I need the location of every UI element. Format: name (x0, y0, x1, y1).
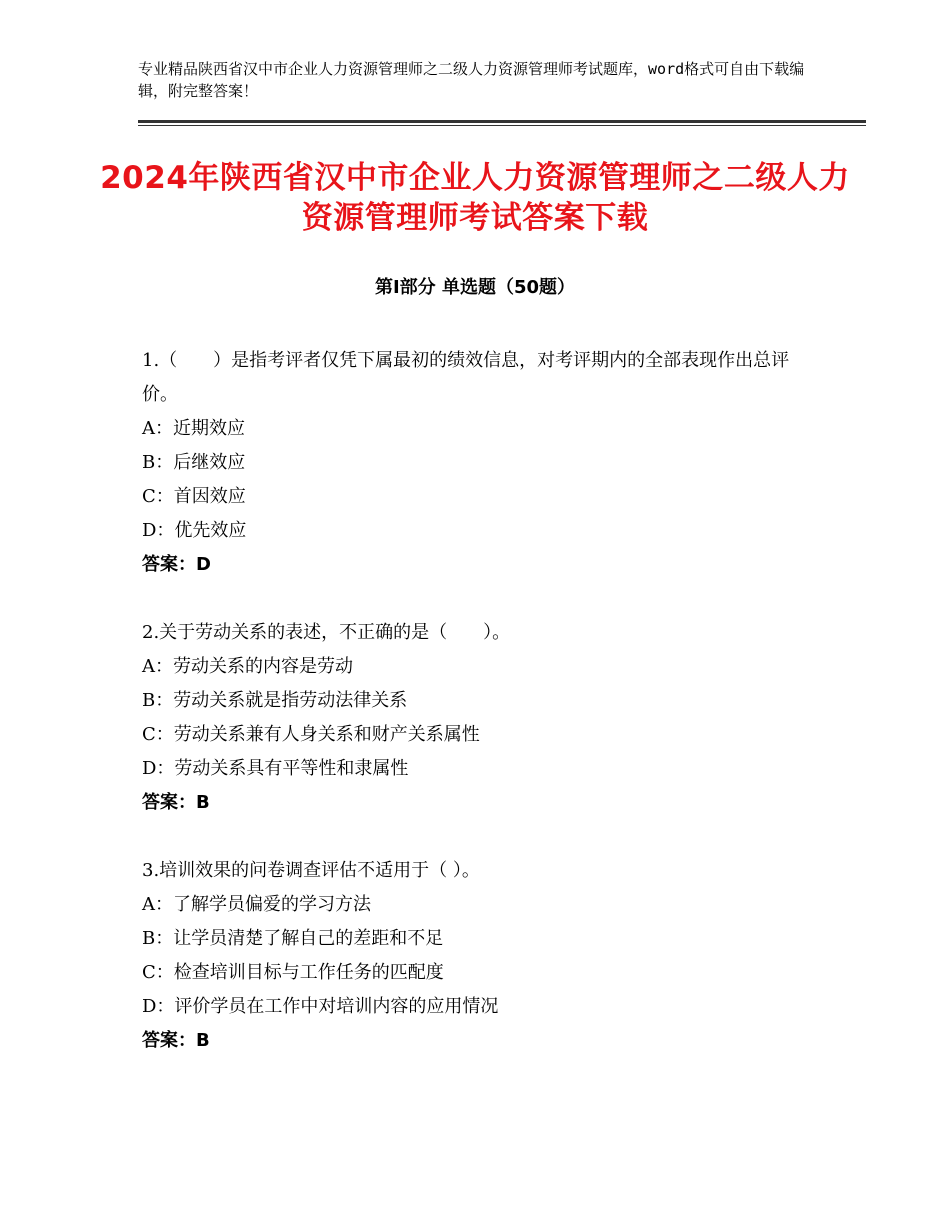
option-b: B：劳动关系就是指劳动法律关系 (142, 690, 408, 711)
question-stem: 2.关于劳动关系的表述，不正确的是（ ）。 (142, 622, 511, 643)
question-item (142, 854, 822, 1058)
option-c: C：首因效应 (142, 486, 246, 507)
question-stem: 3.培训效果的问卷调查评估不适用于（ ）。 (142, 860, 480, 881)
option-d: D：评价学员在工作中对培训内容的应用情况 (142, 996, 499, 1017)
question-item (142, 616, 822, 820)
answer-label: 答案：D (142, 554, 211, 575)
option-d: D：优先效应 (142, 520, 247, 541)
option-d: D：劳动关系具有平等性和隶属性 (142, 758, 409, 779)
section-title: 第Ⅰ部分 单选题（50题） (374, 277, 575, 298)
option-b: B：后继效应 (142, 452, 246, 473)
option-a: A：劳动关系的内容是劳动 (142, 656, 353, 677)
option-b: B：让学员清楚了解自己的差距和不足 (142, 928, 444, 949)
option-a: A：了解学员偏爱的学习方法 (142, 894, 371, 915)
option-a: A：近期效应 (142, 418, 245, 439)
header-rule-thin (138, 125, 866, 126)
header-note: 专业精品陕西省汉中市企业人力资源管理师之二级人力资源管理师考试题库，word格式可自由下载编辑，附完整答案！ (138, 60, 805, 100)
header-rule-thick (138, 120, 866, 123)
question-item (142, 344, 822, 582)
answer-label: 答案：B (142, 792, 210, 813)
option-c: C：劳动关系兼有人身关系和财产关系属性 (142, 724, 480, 745)
option-c: C：检查培训目标与工作任务的匹配度 (142, 962, 444, 983)
question-stem: 1.（ ）是指考评者仅凭下属最初的绩效信息，对考评期内的全部表现作出总评价。 (142, 350, 790, 405)
answer-label: 答案：B (142, 1030, 210, 1051)
question-list (142, 344, 822, 1092)
document-title: 2024年陕西省汉中市企业人力资源管理师之二级人力资源管理师考试答案下载 (100, 160, 850, 236)
